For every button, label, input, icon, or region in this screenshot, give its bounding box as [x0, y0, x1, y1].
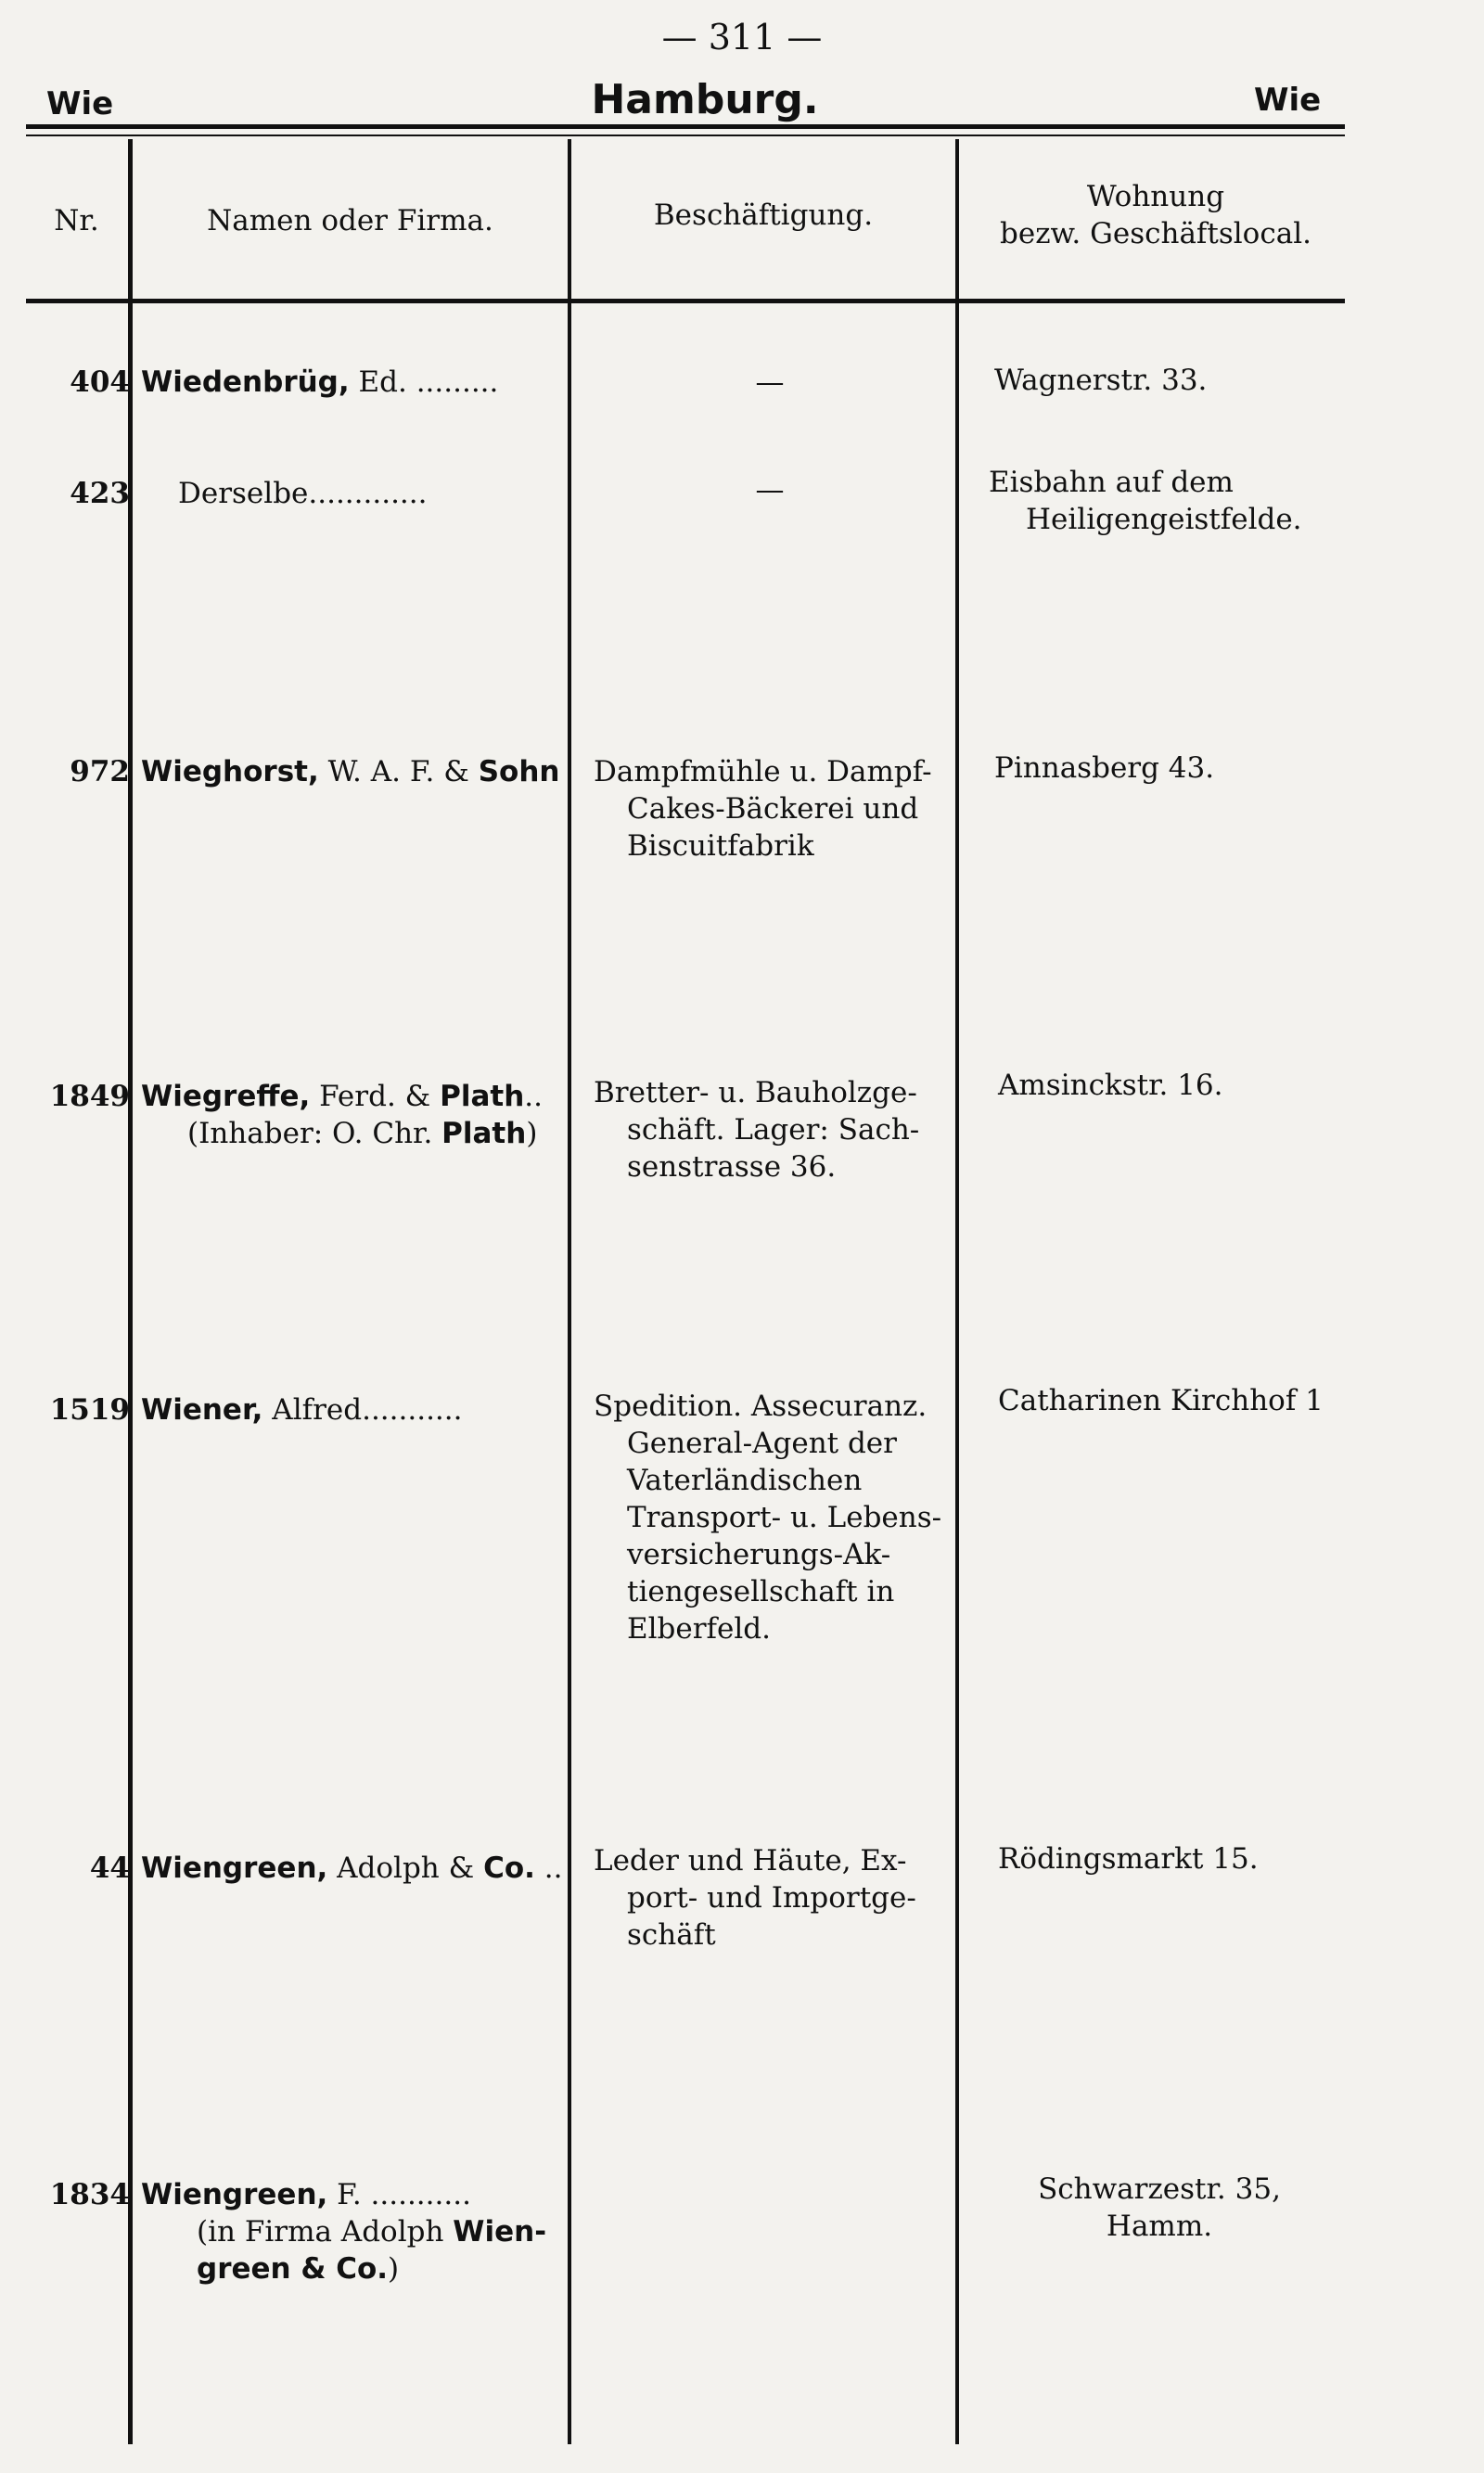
guide-word-right: Wie — [1254, 82, 1322, 119]
entry-address-line: Eisbahn auf dem — [989, 466, 1234, 499]
entry-occupation: — — [755, 365, 785, 399]
entry-occupation: — — [755, 473, 785, 506]
entry-address-line: Schwarzestr. 35, — [1038, 2172, 1281, 2206]
entry-occupation — [594, 1842, 946, 1954]
entry-nr: 404 — [70, 365, 130, 399]
entry-name — [141, 364, 568, 401]
entry-name-rest: Ed. ......... — [349, 365, 499, 399]
entry-address — [965, 2171, 1354, 2245]
column-header-address — [961, 178, 1350, 252]
entry-address — [989, 464, 1471, 538]
top-rule-thin — [26, 135, 1345, 136]
entry-name-bold-tail: Co. — [483, 1852, 535, 1885]
entry-name-line2-post: ) — [526, 1117, 538, 1150]
entry-name-bold-tail: Sohn — [478, 755, 560, 788]
entry-name-line — [141, 2213, 568, 2250]
entry-occupation-line: schäft — [627, 1918, 716, 1952]
entry-name-line — [141, 2176, 568, 2213]
entry-address-line: Hamm. — [1106, 2210, 1213, 2243]
header-bottom-rule — [26, 299, 1345, 303]
entry-name-rest: Ferd. & — [310, 1080, 441, 1113]
entry-occupation-line: Leder und Häute, Ex- — [594, 1844, 907, 1877]
entry-address: Rödingsmarkt 15. — [998, 1842, 1259, 1876]
entry-occupation-line: versicherungs-Ak- — [627, 1538, 891, 1571]
entry-occupation-line: Dampfmühle u. Dampf- — [594, 755, 932, 788]
entry-address: Catharinen Kirchhof 1 — [998, 1384, 1324, 1417]
entry-name-line — [141, 1078, 568, 1115]
entry-name-line2-pre: (Inhaber: O. Chr. — [187, 1117, 442, 1150]
page-number: — 311 — — [661, 17, 823, 58]
entry-occupation — [594, 1074, 946, 1185]
entry-occupation-line: Cakes-Bäckerei und — [627, 792, 919, 826]
entry-name — [141, 753, 568, 790]
entry-nr: 423 — [70, 477, 130, 510]
entry-nr: 1834 — [49, 2178, 130, 2211]
entry-surname: Wiengreen, — [141, 2178, 328, 2211]
column-header-address-line1: Wohnung — [1086, 180, 1225, 213]
column-divider-3 — [955, 139, 959, 2444]
entry-occupation-line: senstrasse 36. — [627, 1150, 837, 1184]
entry-name-bold-tail: Plath — [440, 1080, 525, 1113]
entry-address: Wagnerstr. 33. — [994, 364, 1208, 397]
entry-occupation-line: schäft. Lager: Sach- — [627, 1113, 920, 1147]
entry-surname: Wiedenbrüg, — [141, 365, 350, 399]
entry-name — [141, 1850, 568, 1887]
entry-nr: 1519 — [49, 1393, 130, 1427]
entry-occupation-line: Transport- u. Lebens- — [627, 1501, 942, 1534]
entry-surname: Wiengreen, — [141, 1852, 328, 1885]
entry-name-line2-pre: (in Firma Adolph — [197, 2215, 454, 2249]
entry-name: Derselbe............. — [178, 477, 428, 510]
guide-word-left: Wie — [46, 85, 114, 122]
entry-name-rest: W. A. F. & — [318, 755, 479, 788]
entry-address-line: Heiligengeistfelde. — [1026, 503, 1302, 536]
entry-name-line2-bold: Wien- — [453, 2215, 547, 2249]
entry-nr: 1849 — [49, 1080, 130, 1113]
entry-nr: 44 — [89, 1852, 130, 1885]
column-header-address-line2: bezw. Geschäftslocal. — [1000, 217, 1311, 250]
column-header-name: Namen oder Firma. — [207, 204, 493, 237]
entry-occupation-line: General-Agent der — [627, 1427, 897, 1460]
entry-occupation-line: Elberfeld. — [627, 1612, 771, 1646]
entry-name-rest: F. ........... — [327, 2178, 471, 2211]
entry-name-line — [141, 2250, 568, 2287]
entry-occupation-line: Vaterländischen — [627, 1464, 863, 1497]
entry-address: Pinnasberg 43. — [994, 751, 1215, 785]
entry-name-line3-bold: green & Co. — [197, 2252, 389, 2286]
entry-name-line — [141, 1115, 568, 1152]
entry-surname: Wiegreffe, — [141, 1080, 311, 1113]
entry-occupation — [594, 753, 946, 865]
entry-occupation-line: Spedition. Assecuranz. — [594, 1390, 928, 1423]
entry-occupation — [594, 1388, 946, 1647]
column-header-occupation: Beschäftigung. — [653, 199, 874, 232]
entry-name — [141, 1078, 568, 1152]
entry-name-rest: Alfred........... — [262, 1393, 463, 1427]
entry-surname: Wieghorst, — [141, 755, 319, 788]
entry-name-tail: .. — [534, 1852, 563, 1885]
entry-surname: Wiener, — [141, 1393, 263, 1427]
entry-occupation-line: tiengesellschaft in — [627, 1575, 895, 1608]
entry-name-line3-post: ) — [388, 2252, 400, 2286]
entry-name — [141, 2176, 568, 2287]
entry-name-tail: .. — [524, 1080, 543, 1113]
entry-nr: 972 — [70, 755, 130, 788]
entry-name-line2-bold: Plath — [441, 1117, 527, 1150]
entry-occupation-line: port- und Importge- — [627, 1881, 916, 1915]
entry-name-rest: Adolph & — [327, 1852, 484, 1885]
entry-address: Amsinckstr. 16. — [998, 1069, 1223, 1102]
city-heading: Hamburg. — [591, 76, 819, 123]
column-header-nr: Nr. — [54, 204, 99, 237]
entry-occupation-line: Biscuitfabrik — [627, 829, 814, 863]
entry-name — [141, 1391, 568, 1429]
entry-occupation-line: Bretter- u. Bauholzge- — [594, 1076, 917, 1109]
top-rule-thick — [26, 124, 1345, 129]
